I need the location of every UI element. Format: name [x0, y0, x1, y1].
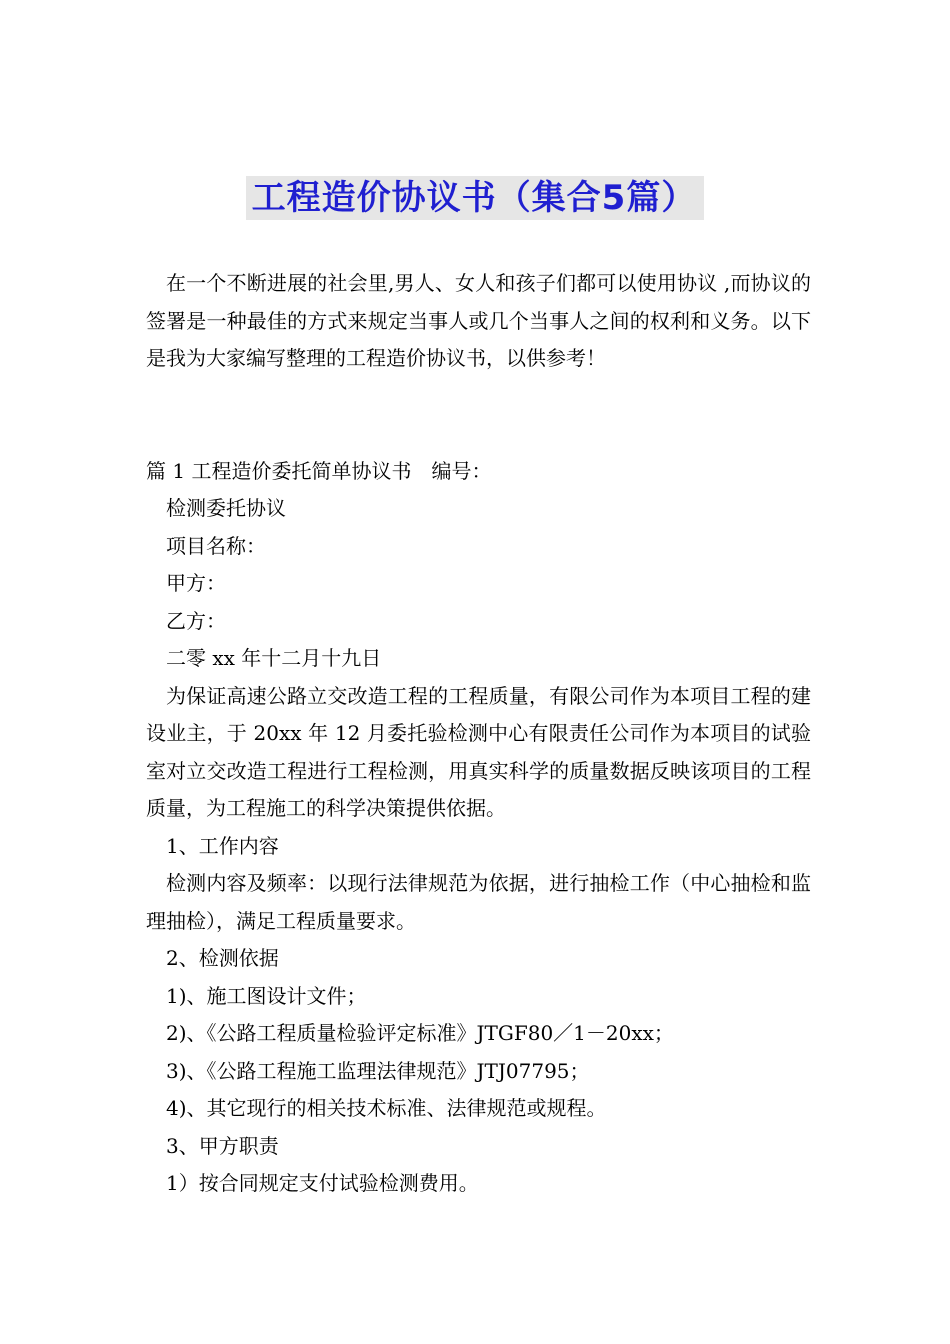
- list-item-basis-1: 1)、施工图设计文件；: [166, 983, 367, 1008]
- list-item-basis-3: 3)、《公路工程施工监理法律规范》JTJ07795；: [166, 1058, 590, 1083]
- paragraph-purpose: 为保证高速公路立交改造工程的工程质量，有限公司作为本项目工程的建设业主，于 20xx 年 12 月委托验检测中心有限责任公司作为本项目的试验室对立交改造工程进行工程检测，用真实科学的质量数据反映该项目的工程质量，为工程施工的科学决策提供依据。: [146, 683, 811, 820]
- section-heading: 篇 1 工程造价委托简单协议书 编号：: [146, 458, 492, 483]
- document-body: [146, 265, 811, 1203]
- list-item-basis-4: 4)、其它现行的相关技术标准、法律规范或规程。: [166, 1096, 607, 1120]
- heading-work-content: 1、工作内容: [166, 833, 279, 858]
- list-item-basis-2: 2)、《公路工程质量检验评定标准》JTGF80／1－20xx；: [166, 1021, 674, 1045]
- line-commission-agreement: 检测委托协议: [166, 496, 286, 520]
- line-party-b: 乙方：: [166, 608, 226, 633]
- heading-test-basis: 2、检测依据: [166, 946, 279, 970]
- line-party-a: 甲方：: [166, 571, 226, 595]
- heading-party-a-duties: 3、甲方职责: [166, 1133, 279, 1158]
- document-title: 工程造价协议书（集合5篇）: [246, 176, 705, 220]
- paragraph-test-content: 检测内容及频率：以现行法律规范为依据，进行抽检工作（中心抽检和监理抽检），满足工程质量要求。: [146, 871, 811, 933]
- title-container: [0, 176, 950, 220]
- list-item-duty-1: 1）按合同规定支付试验检测费用。: [166, 1171, 479, 1195]
- paragraph-spacer: [146, 378, 811, 453]
- intro-paragraph: 在一个不断进展的社会里,男人、女人和孩子们都可以使用协议 ,而协议的签署是一种最佳的方式来规定当事人或几个当事人之间的权利和义务。以下是我为大家编写整理的工程造价协议书，以供参考！: [146, 271, 811, 370]
- line-date: 二零 xx 年十二月十九日: [166, 646, 382, 670]
- line-project-name: 项目名称：: [166, 533, 266, 558]
